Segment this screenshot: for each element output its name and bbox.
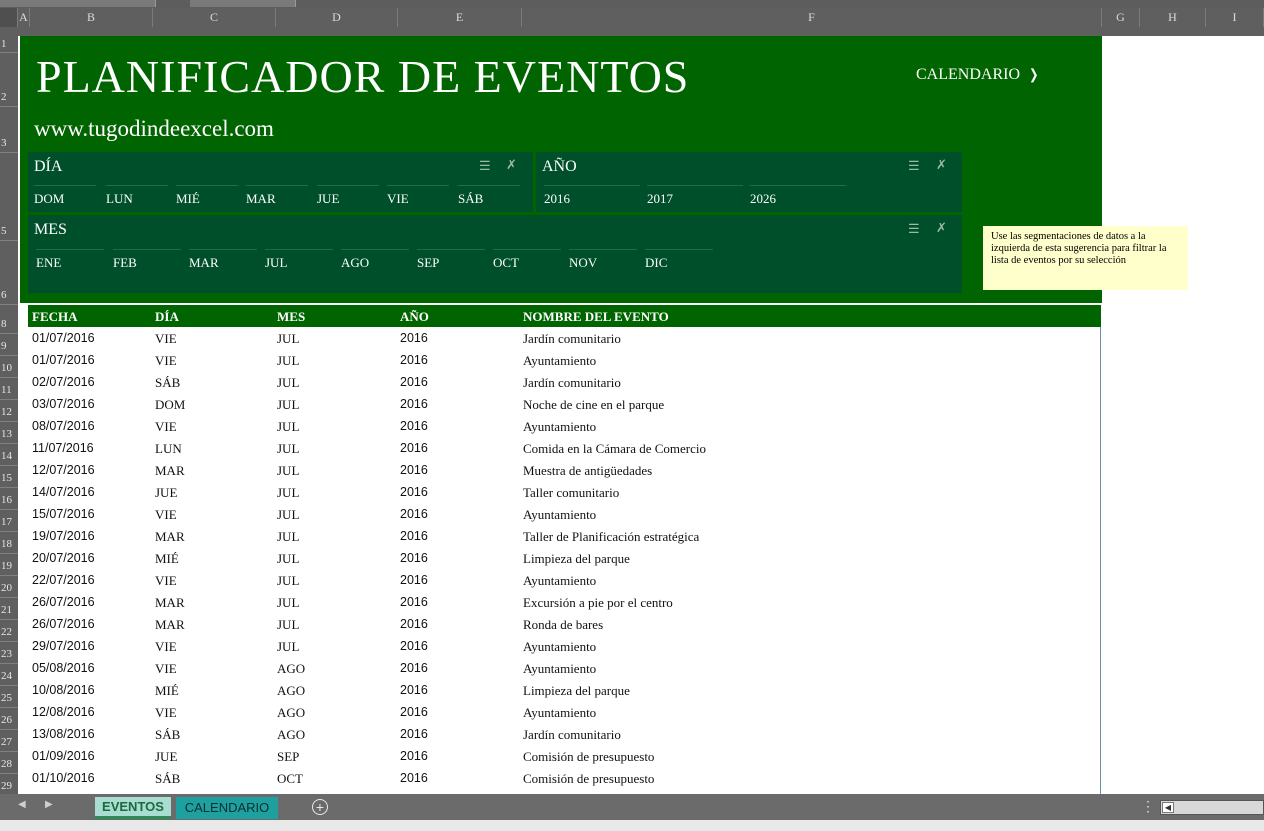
table-cell[interactable]: VIE: [155, 661, 177, 676]
slicer-item[interactable]: 2026: [750, 185, 846, 207]
row-divider: [0, 377, 18, 378]
header-fecha[interactable]: FECHA: [32, 309, 78, 324]
slicer-item[interactable]: 2016: [544, 185, 640, 207]
row-header[interactable]: 22: [1, 626, 12, 638]
calendar-nav-label: CALENDARIO: [916, 66, 1020, 83]
table-row[interactable]: [28, 393, 1100, 415]
table-cell[interactable]: LUN: [155, 441, 182, 456]
row-divider: [0, 751, 18, 752]
slicer-title: DÍA: [34, 158, 63, 175]
clear-filter-icon[interactable]: ✗: [936, 220, 947, 235]
table-cell[interactable]: 2016: [400, 441, 428, 455]
table-row[interactable]: [28, 525, 1100, 547]
top-tab[interactable]: [190, 0, 296, 7]
row-header[interactable]: 3: [1, 137, 7, 149]
table-cell[interactable]: 22/07/2016: [32, 573, 95, 587]
column-header[interactable]: I: [1206, 8, 1264, 27]
row-divider: [0, 641, 18, 642]
row-divider: [0, 152, 18, 153]
slicer-item[interactable]: JUE: [317, 185, 379, 207]
row-divider: [0, 553, 18, 554]
table-cell[interactable]: 2016: [400, 331, 428, 345]
row-header-bar: [0, 36, 18, 794]
table-cell[interactable]: Jardín comunitario: [523, 375, 621, 390]
table-cell[interactable]: 2016: [400, 749, 428, 763]
row-divider: [0, 707, 18, 708]
page-title: PLANIFICADOR DE EVENTOS: [36, 51, 690, 102]
table-cell[interactable]: JUL: [277, 353, 300, 368]
slicer-mes: [28, 215, 962, 293]
row-divider: [0, 333, 18, 334]
slicer-item[interactable]: DOM: [34, 185, 96, 207]
table-cell[interactable]: 2016: [400, 375, 428, 389]
table-cell[interactable]: AGO: [277, 705, 306, 720]
table-cell[interactable]: 2016: [400, 573, 428, 587]
table-cell[interactable]: MIÉ: [155, 551, 179, 566]
row-header[interactable]: 25: [1, 692, 12, 704]
row-divider: [0, 729, 18, 730]
slicer-item[interactable]: LUN: [106, 185, 168, 207]
row-divider: [0, 240, 18, 241]
table-cell[interactable]: MIÉ: [155, 683, 179, 698]
table-cell[interactable]: MAR: [155, 617, 185, 632]
table-cell[interactable]: 15/07/2016: [32, 507, 95, 521]
slicer-item[interactable]: ENE: [36, 249, 104, 271]
scroll-left-icon[interactable]: ◀: [18, 799, 26, 810]
table-cell[interactable]: 2016: [400, 771, 428, 785]
table-cell[interactable]: 10/08/2016: [32, 683, 95, 697]
row-header[interactable]: 24: [1, 670, 12, 682]
row-header[interactable]: 18: [1, 538, 12, 550]
table-cell[interactable]: Comisión de presupuesto: [523, 771, 655, 786]
row-divider: [0, 106, 18, 107]
column-header[interactable]: A: [18, 8, 30, 27]
row-header[interactable]: 23: [1, 648, 12, 660]
row-header[interactable]: 12: [1, 406, 12, 418]
table-cell[interactable]: JUL: [277, 639, 300, 654]
table-cell[interactable]: 2016: [400, 419, 428, 433]
table-cell[interactable]: 13/08/2016: [32, 727, 95, 741]
table-cell[interactable]: JUL: [277, 617, 300, 632]
table-cell[interactable]: OCT: [277, 771, 303, 786]
row-header[interactable]: 14: [1, 450, 12, 462]
column-header[interactable]: C: [153, 8, 276, 27]
table-cell[interactable]: JUL: [277, 529, 300, 544]
table-cell[interactable]: Ayuntamiento: [523, 507, 597, 522]
table-cell[interactable]: Muestra de antigüedades: [523, 463, 653, 478]
table-row[interactable]: [28, 371, 1100, 393]
scrollbar-left-arrow-icon[interactable]: ◀: [1162, 802, 1174, 813]
table-cell[interactable]: 2016: [400, 617, 428, 631]
table-cell[interactable]: MAR: [155, 595, 185, 610]
table-cell[interactable]: VIE: [155, 573, 177, 588]
slicer-item[interactable]: MAR: [246, 185, 308, 207]
table-cell[interactable]: Taller de Planificación estratégica: [523, 529, 700, 544]
table-cell[interactable]: 26/07/2016: [32, 595, 95, 609]
table-row[interactable]: [28, 437, 1100, 459]
table-cell[interactable]: AGO: [277, 661, 306, 676]
slicer-item[interactable]: MIÉ: [176, 185, 238, 207]
table-cell[interactable]: MAR: [155, 529, 185, 544]
table-cell[interactable]: 2016: [400, 639, 428, 653]
table-cell[interactable]: 2016: [400, 661, 428, 675]
row-header[interactable]: 2: [1, 91, 7, 103]
top-tab[interactable]: [0, 0, 156, 7]
table-cell[interactable]: Excursión a pie por el centro: [523, 595, 673, 610]
tip-note: Use las segmentaciones de datos a la izquierda de esta sugerencia para filtrar la lista de eventos por su selección: [983, 226, 1188, 290]
horizontal-scrollbar[interactable]: [1160, 800, 1264, 815]
table-cell[interactable]: VIE: [155, 331, 177, 346]
table-row[interactable]: [28, 745, 1100, 767]
row-header[interactable]: 6: [1, 289, 7, 301]
table-cell[interactable]: JUL: [277, 463, 300, 478]
row-header[interactable]: 10: [1, 362, 12, 374]
column-header[interactable]: G: [1102, 8, 1140, 27]
table-cell[interactable]: JUL: [277, 441, 300, 456]
table-cell[interactable]: Ayuntamiento: [523, 353, 597, 368]
table-cell[interactable]: 2016: [400, 727, 428, 741]
column-header[interactable]: D: [276, 8, 398, 27]
table-cell[interactable]: Jardín comunitario: [523, 727, 621, 742]
table-cell[interactable]: JUE: [155, 749, 178, 764]
row-divider: [0, 509, 18, 510]
slicer-dia: [28, 152, 533, 212]
column-header[interactable]: B: [30, 8, 153, 27]
table-cell[interactable]: 03/07/2016: [32, 397, 95, 411]
table-cell[interactable]: 12/07/2016: [32, 463, 95, 477]
row-divider: [0, 575, 18, 576]
more-options-icon[interactable]: ⋮: [1141, 798, 1155, 814]
row-divider: [0, 443, 18, 444]
column-header[interactable]: F: [522, 8, 1102, 27]
sheet-tab-calendario[interactable]: CALENDARIO: [176, 797, 278, 819]
slicer-item[interactable]: SÁB: [458, 185, 520, 207]
slicer-item[interactable]: OCT: [493, 249, 561, 271]
table-cell[interactable]: SÁB: [155, 727, 181, 742]
header-anio[interactable]: AÑO: [400, 309, 429, 324]
row-divider: [0, 663, 18, 664]
column-header-bar: [0, 8, 1264, 36]
table-cell[interactable]: Ayuntamiento: [523, 573, 597, 588]
table-cell[interactable]: 12/08/2016: [32, 705, 95, 719]
slicer-item[interactable]: NOV: [569, 249, 637, 271]
table-cell[interactable]: Ayuntamiento: [523, 661, 597, 676]
row-header[interactable]: 21: [1, 604, 12, 616]
table-cell[interactable]: JUE: [155, 485, 178, 500]
slicer-item[interactable]: SEP: [417, 249, 485, 271]
row-divider: [0, 773, 18, 774]
table-cell[interactable]: 01/09/2016: [32, 749, 95, 763]
table-row[interactable]: [28, 327, 1100, 349]
column-header[interactable]: H: [1140, 8, 1206, 27]
table-cell[interactable]: JUL: [277, 485, 300, 500]
table-cell[interactable]: VIE: [155, 507, 177, 522]
clear-filter-icon[interactable]: ✗: [936, 157, 947, 172]
table-cell[interactable]: Ayuntamiento: [523, 639, 597, 654]
add-sheet-icon[interactable]: +: [312, 799, 328, 815]
table-cell[interactable]: 2016: [400, 683, 428, 697]
slicer-item[interactable]: JUL: [265, 249, 333, 271]
table-cell[interactable]: 08/07/2016: [32, 419, 95, 433]
table-cell[interactable]: 2016: [400, 485, 428, 499]
table-cell[interactable]: 19/07/2016: [32, 529, 95, 543]
select-all-corner[interactable]: [0, 8, 18, 27]
table-row[interactable]: [28, 723, 1100, 745]
website-link[interactable]: www.tugodindeexcel.com: [34, 116, 274, 141]
table-header: [28, 305, 1101, 327]
slicer-item[interactable]: FEB: [113, 249, 181, 271]
table-cell[interactable]: JUL: [277, 551, 300, 566]
row-divider: [0, 465, 18, 466]
row-header[interactable]: 19: [1, 560, 12, 572]
row-header[interactable]: 9: [1, 340, 7, 352]
row-header[interactable]: 5: [1, 225, 7, 237]
row-divider: [0, 619, 18, 620]
table-cell[interactable]: 2016: [400, 397, 428, 411]
table-row[interactable]: [28, 349, 1100, 371]
table-cell[interactable]: Taller comunitario: [523, 485, 620, 500]
table-row[interactable]: [28, 679, 1100, 701]
table-cell[interactable]: Comisión de presupuesto: [523, 749, 655, 764]
table-cell[interactable]: VIE: [155, 419, 177, 434]
table-row[interactable]: [28, 481, 1100, 503]
row-header[interactable]: 15: [1, 472, 12, 484]
row-header[interactable]: 17: [1, 516, 12, 528]
table-cell[interactable]: 26/07/2016: [32, 617, 95, 631]
table-cell[interactable]: 02/07/2016: [32, 375, 95, 389]
row-header[interactable]: 8: [1, 318, 7, 330]
table-cell[interactable]: Limpieza del parque: [523, 551, 630, 566]
row-header[interactable]: 16: [1, 494, 12, 506]
calendar-nav-button[interactable]: [916, 66, 1040, 84]
chevron-right-icon: ❯: [1029, 68, 1039, 83]
multi-select-icon[interactable]: ☰: [908, 158, 920, 173]
row-divider: [0, 399, 18, 400]
slicer-item[interactable]: AGO: [341, 249, 409, 271]
row-divider: [0, 304, 18, 305]
table-row[interactable]: [28, 701, 1100, 723]
row-divider: [0, 52, 18, 53]
row-divider: [0, 597, 18, 598]
table-cell[interactable]: 01/07/2016: [32, 331, 95, 345]
table-cell[interactable]: JUL: [277, 375, 300, 390]
table-cell[interactable]: VIE: [155, 353, 177, 368]
table-cell[interactable]: 14/07/2016: [32, 485, 95, 499]
table-cell[interactable]: 01/10/2016: [32, 771, 95, 785]
row-divider: [0, 355, 18, 356]
table-cell[interactable]: Ronda de bares: [523, 617, 604, 632]
slicer-item[interactable]: MAR: [189, 249, 257, 271]
table-cell[interactable]: AGO: [277, 727, 306, 742]
table-cell[interactable]: 05/08/2016: [32, 661, 95, 675]
clear-filter-icon[interactable]: ✗: [506, 157, 517, 172]
table-cell[interactable]: Jardín comunitario: [523, 331, 621, 346]
header-dia[interactable]: DÍA: [155, 309, 179, 324]
table-cell[interactable]: VIE: [155, 705, 177, 720]
table-cell[interactable]: AGO: [277, 683, 306, 698]
table-cell[interactable]: 2016: [400, 463, 428, 477]
slicer-title: AÑO: [542, 158, 577, 175]
scroll-right-icon[interactable]: ▶: [45, 799, 53, 810]
table-row[interactable]: [28, 767, 1100, 789]
table-cell[interactable]: 2016: [400, 551, 428, 565]
table-cell[interactable]: DOM: [155, 397, 186, 412]
table-cell[interactable]: VIE: [155, 639, 177, 654]
table-cell[interactable]: JUL: [277, 331, 300, 346]
table-cell[interactable]: SÁB: [155, 375, 181, 390]
table-row[interactable]: [28, 547, 1100, 569]
table-cell[interactable]: JUL: [277, 595, 300, 610]
table-cell[interactable]: 2016: [400, 595, 428, 609]
table-cell[interactable]: 11/07/2016: [32, 441, 94, 455]
table-cell[interactable]: 01/07/2016: [32, 353, 95, 367]
row-header[interactable]: 11: [1, 384, 12, 396]
table-cell[interactable]: JUL: [277, 507, 300, 522]
header-nombre-evento[interactable]: NOMBRE DEL EVENTO: [523, 309, 669, 324]
row-divider: [0, 531, 18, 532]
slicer-item[interactable]: 2017: [647, 185, 743, 207]
table-cell[interactable]: MAR: [155, 463, 185, 478]
table-cell[interactable]: JUL: [277, 397, 300, 412]
table-cell[interactable]: 29/07/2016: [32, 639, 95, 653]
row-header[interactable]: 20: [1, 582, 12, 594]
table-cell[interactable]: Ayuntamiento: [523, 705, 597, 720]
events-table: [28, 327, 1101, 794]
column-header[interactable]: E: [398, 8, 522, 27]
table-cell[interactable]: 2016: [400, 705, 428, 719]
row-header[interactable]: 26: [1, 714, 12, 726]
row-divider: [0, 421, 18, 422]
table-cell[interactable]: Limpieza del parque: [523, 683, 630, 698]
table-cell[interactable]: JUL: [277, 573, 300, 588]
table-row[interactable]: [28, 415, 1100, 437]
multi-select-icon[interactable]: ☰: [479, 158, 491, 173]
table-cell[interactable]: 2016: [400, 529, 428, 543]
table-cell[interactable]: Ayuntamiento: [523, 419, 597, 434]
table-row[interactable]: [28, 459, 1100, 481]
status-bar: [0, 820, 1264, 831]
row-header[interactable]: 29: [1, 780, 12, 792]
table-row[interactable]: [28, 657, 1100, 679]
table-row[interactable]: [28, 635, 1100, 657]
table-row[interactable]: [28, 613, 1100, 635]
row-header[interactable]: 27: [1, 736, 12, 748]
row-header[interactable]: 13: [1, 428, 12, 440]
row-divider: [0, 487, 18, 488]
table-row[interactable]: [28, 503, 1100, 525]
slicer-title: MES: [34, 221, 67, 238]
table-cell[interactable]: SÁB: [155, 771, 181, 786]
row-divider: [0, 685, 18, 686]
table-cell[interactable]: Comida en la Cámara de Comercio: [523, 441, 707, 456]
multi-select-icon[interactable]: ☰: [908, 221, 920, 236]
sheet-tab-eventos[interactable]: EVENTOS: [95, 797, 171, 819]
slicer-item[interactable]: VIE: [387, 185, 449, 207]
table-cell[interactable]: JUL: [277, 419, 300, 434]
slicer-anio: [536, 152, 962, 212]
row-header[interactable]: 1: [1, 38, 7, 50]
table-cell[interactable]: 2016: [400, 507, 428, 521]
slicer-item[interactable]: DIC: [645, 249, 713, 271]
row-header[interactable]: 28: [1, 758, 12, 770]
table-cell[interactable]: SEP: [277, 749, 300, 764]
table-row[interactable]: [28, 591, 1100, 613]
table-cell[interactable]: 20/07/2016: [32, 551, 95, 565]
table-cell[interactable]: Noche de cine en el parque: [523, 397, 665, 412]
table-cell[interactable]: 2016: [400, 353, 428, 367]
table-row[interactable]: [28, 569, 1100, 591]
header-mes[interactable]: MES: [277, 309, 306, 324]
